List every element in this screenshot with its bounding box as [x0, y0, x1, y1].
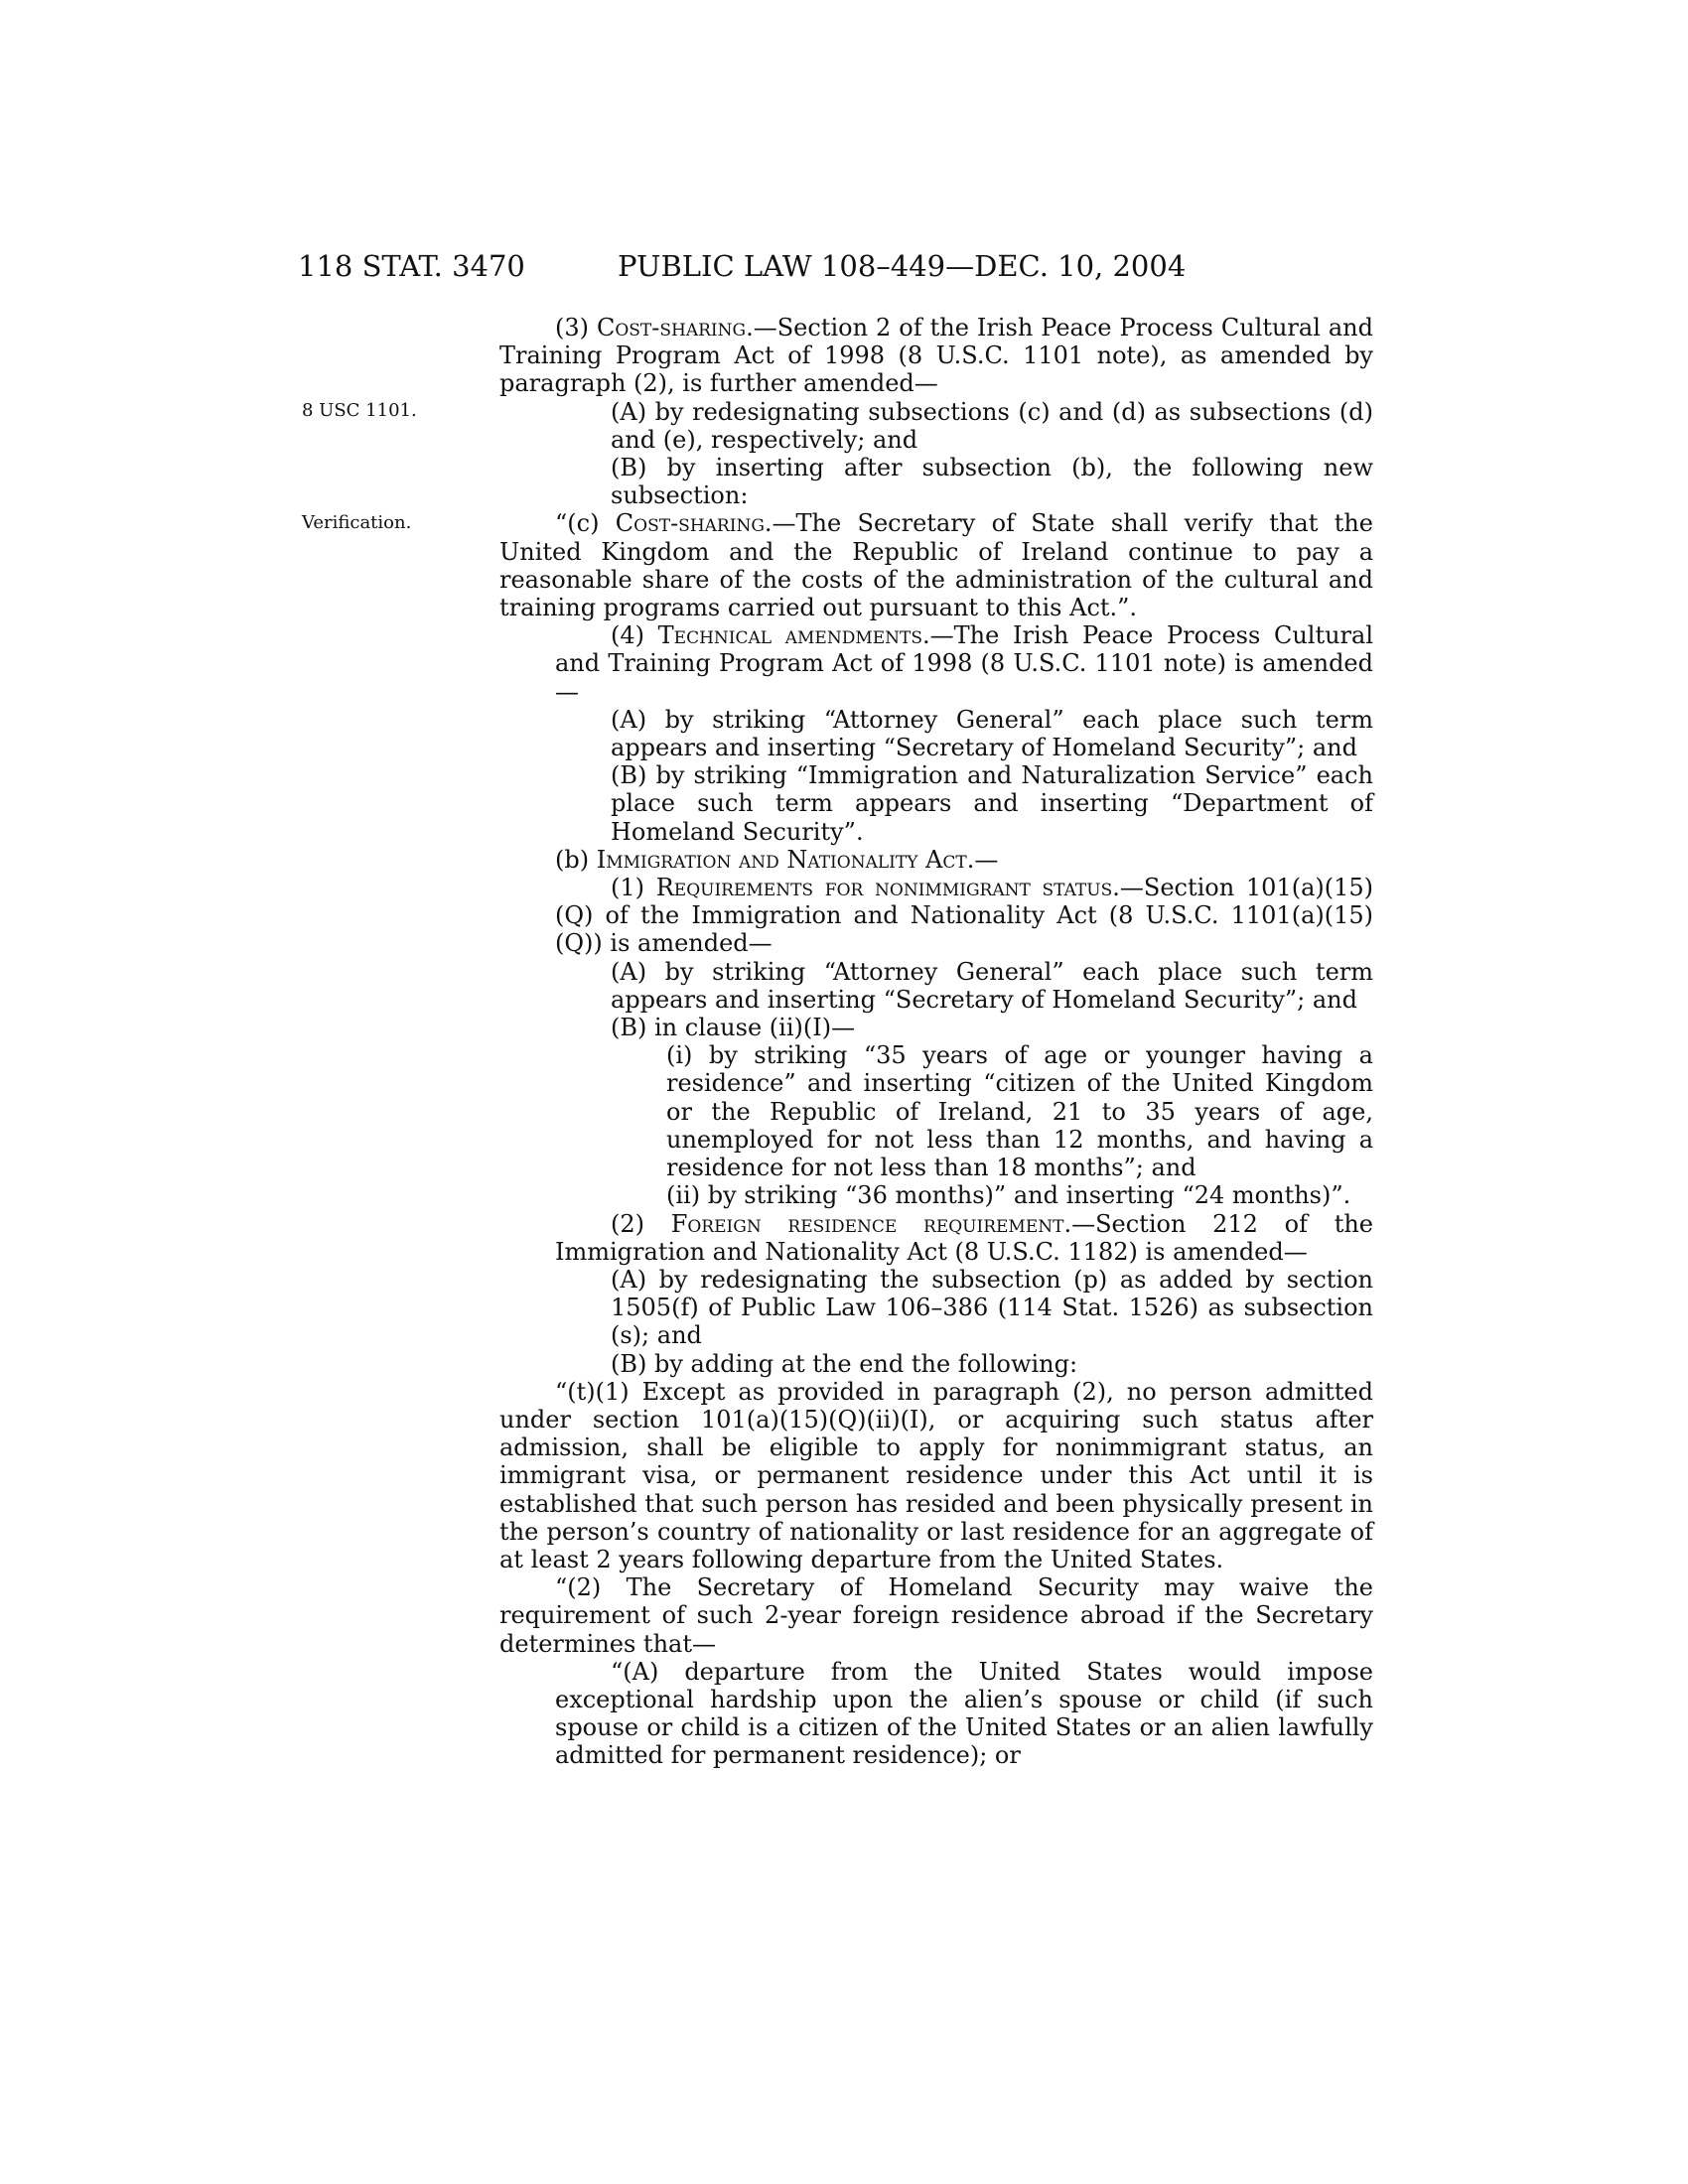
heading-nonimmigrant-status: Requirements for nonimmigrant status: [655, 874, 1113, 902]
subparagraph-b-ins: (B) by striking “Immigration and Naturalization Service” each place such term appears and inserting “Department of Homeland Security”.: [611, 761, 1373, 846]
heading-foreign-residence: Foreign residence requirement: [670, 1209, 1064, 1238]
subparagraph-b-insert: (B) by inserting after subsection (b), the following new subsection:: [611, 454, 1373, 510]
quoted-subsection-c: “(c) Cost-sharing.—The Secretary of State shall verify that the United Kingdom and the Republic of Ireland continue to pay a reasonable share of the costs of the administration of the cultural and training programs carried out pursuant to this Act.”.: [499, 509, 1373, 622]
clause-ii-months: (ii) by striking “36 months)” and inserting “24 months)”.: [666, 1181, 1351, 1210]
public-law-citation: PUBLIC LAW 108–449—DEC. 10, 2004: [618, 249, 1187, 283]
margin-note-verification: Verification.: [302, 512, 412, 533]
heading-cost-sharing-quoted: Cost-sharing: [615, 509, 765, 538]
heading-ina: Immigration and Nationality Act: [596, 845, 967, 874]
quoted-subsection-t2: “(2) The Secretary of Homeland Security may waive the requirement of such 2-year foreign residence abroad if the Secretary determines that—: [499, 1573, 1373, 1658]
statute-body: [499, 314, 1373, 1770]
paragraph-foreign-residence: (2) Foreign residence requirement.—Section 212 of the Immigration and Nationality Act (8 U.S.C. 1182) is amended—: [555, 1209, 1374, 1266]
heading-cost-sharing: Cost-sharing: [596, 314, 747, 341]
heading-technical-amendments: Technical amendments: [657, 621, 923, 650]
subparagraph-a-attorney-general: (A) by striking “Attorney General” each place such term appears and inserting “Secretary of Homeland Security”; and: [611, 705, 1373, 762]
paragraph-cost-sharing: (3) Cost-sharing.—Section 2 of the Irish Peace Process Cultural and Training Program Act of 1998 (8 U.S.C. 1101 note), as amended by paragraph (2), is further amended—: [499, 314, 1373, 398]
subparagraph-a-redesignate-p: (A) by redesignating the subsection (p) as added by section 1505(f) of Public Law 106–386 (114 Stat. 1526) as subsection (s); and: [611, 1265, 1373, 1350]
subparagraph-a-attorney-general-2: (A) by striking “Attorney General” each place such term appears and inserting “Secretary of Homeland Security”; and: [611, 957, 1373, 1014]
paragraph-nonimmigrant-status: (1) Requirements for nonimmigrant status.—Section 101(a)(15)(Q) of the Immigration and Nationality Act (8 U.S.C. 1101(a)(15)(Q)) is amended—: [555, 874, 1374, 958]
subparagraph-b-add: (B) by adding at the end the following:: [611, 1349, 1078, 1378]
statute-page-number: 118 STAT. 3470: [298, 249, 525, 283]
subparagraph-b-clause: (B) in clause (ii)(I)—: [611, 1014, 856, 1042]
page-header: [0, 248, 1688, 288]
quoted-subsection-t1: “(t)(1) Except as provided in paragraph (2), no person admitted under section 101(a)(15)(Q)(ii)(I), or acquiring such status after admission, shall be eligible to apply for nonimmigrant status, an immigrant visa, or permanent residence under this Act until it is established that such person has resided and been physically present in the person’s country of nationality or last residence for an aggregate of at least 2 years following departure from the United States.: [499, 1377, 1373, 1573]
margin-note-usc: 8 USC 1101.: [302, 400, 417, 421]
clause-i-age: (i) by striking “35 years of age or younger having a residence” and inserting “citizen of the United Kingdom or the Republic of Ireland, 21 to 35 years of age, unemployed for not less than 12 months, and having a residence for not less than 18 months”; and: [666, 1041, 1373, 1182]
quoted-subparagraph-a-hardship: “(A) departure from the United States would impose exceptional hardship upon the alien’s spouse or child (if such spouse or child is a citizen of the United States or an alien lawfully admitted for permanent residence); or: [555, 1657, 1373, 1770]
subsection-b-ina: (b) Immigration and Nationality Act.—: [555, 845, 999, 874]
subparagraph-a-redesignate: (A) by redesignating subsections (c) and (d) as subsections (d) and (e), respectively; and: [611, 397, 1373, 454]
paragraph-technical-amendments: (4) Technical amendments.—The Irish Peace Process Cultural and Training Program Act of 1998 (8 U.S.C. 1101 note) is amended—: [555, 621, 1374, 706]
